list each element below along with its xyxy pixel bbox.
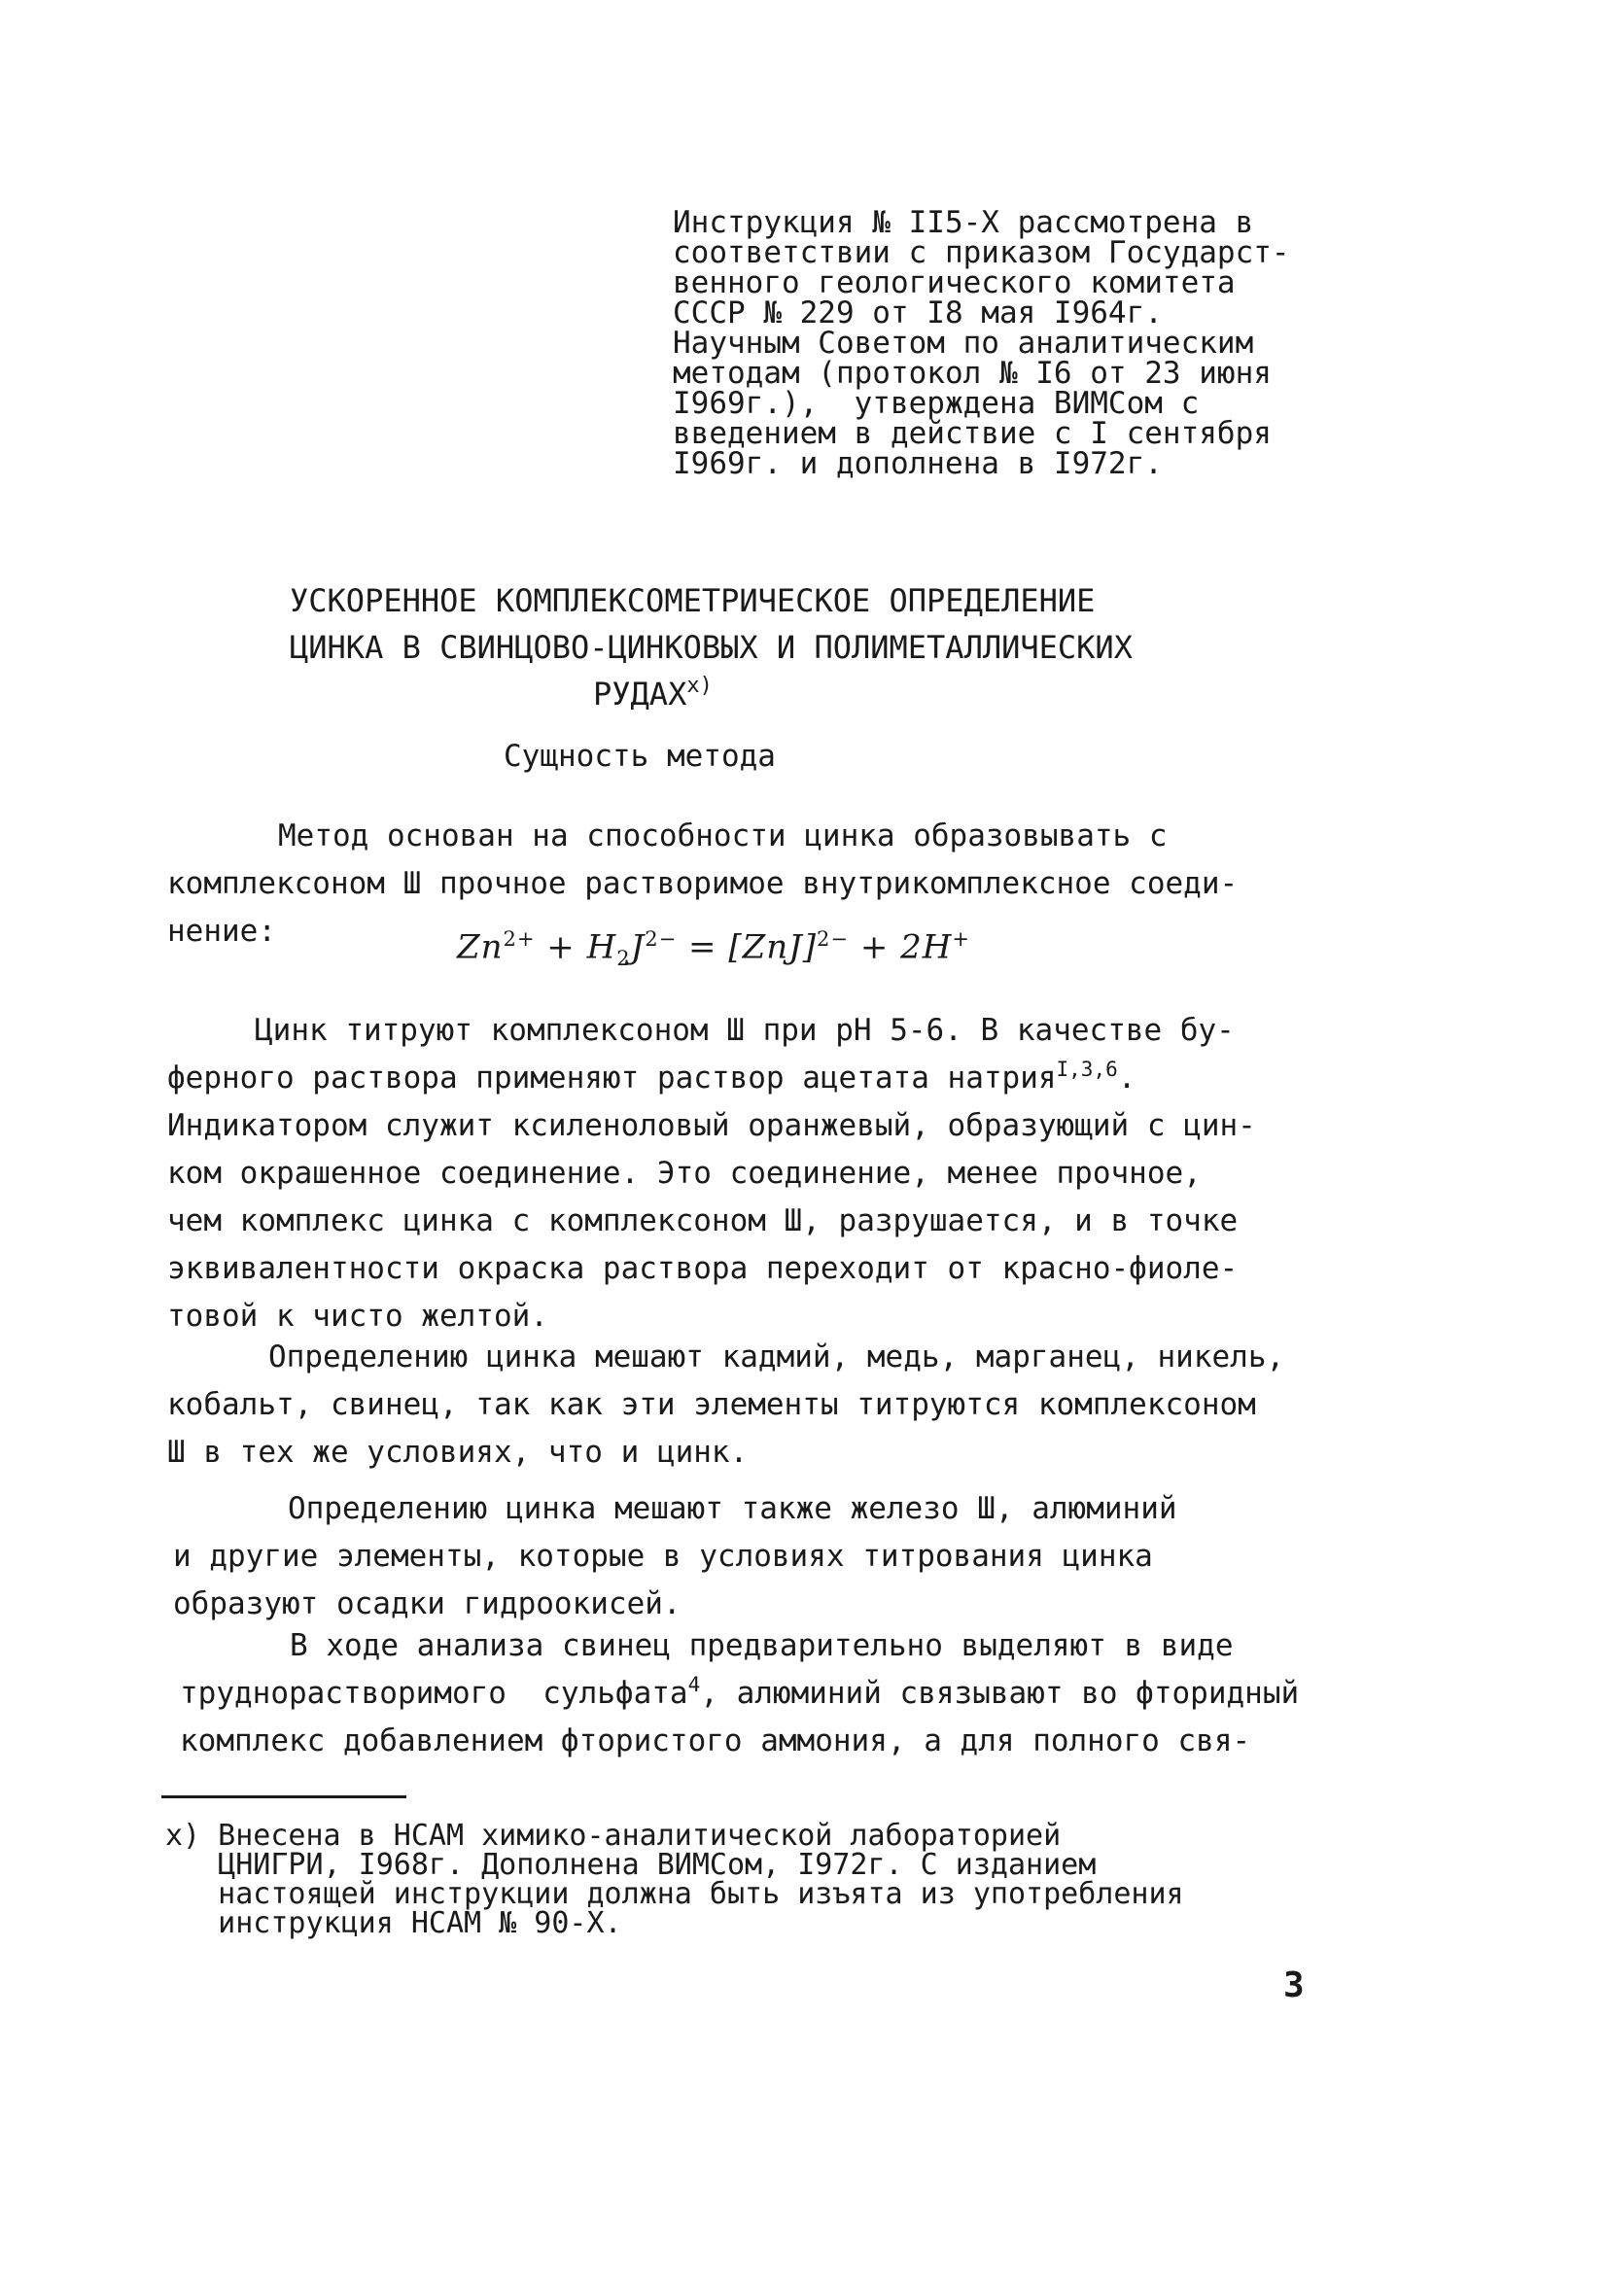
paragraph-line: Определению цинка мешают кадмий, медь, марганец, никель, <box>268 1339 1285 1374</box>
paragraph-line: и другие элементы, которые в условиях титрования цинка <box>173 1539 1153 1574</box>
approval-line: введением в действие с I сентября <box>673 416 1272 451</box>
paragraph-line: комплекс добавлением фтористого аммония, а для полного свя- <box>180 1723 1251 1758</box>
approval-line: Научным Советом по аналитическим <box>673 326 1254 361</box>
paragraph-line: В ходе анализа свинец предварительно выделяют в виде <box>290 1628 1234 1663</box>
footnote <box>165 1819 1184 1940</box>
paragraph-line: Определению цинка мешают также железо Ш, алюминий <box>288 1491 1177 1526</box>
formula-charge: + <box>952 927 971 951</box>
title-text: РУДАХ <box>593 676 687 713</box>
footnote-line: настоящей инструкции должна быть изъята из употребления <box>165 1877 1184 1911</box>
paragraph-line: эквивалентности окраска раствора переходит от красно-фиоле- <box>167 1251 1239 1286</box>
document-title-line-3 <box>593 675 713 713</box>
footnote-line: инструкция НСАМ № 90-Х. <box>165 1906 622 1940</box>
section-heading: Сущность метода <box>504 739 776 774</box>
document-title-line-1: УСКОРЕННОЕ КОМПЛЕКСОМЕТРИЧЕСКОЕ ОПРЕДЕЛЕНИЕ <box>290 582 1096 619</box>
paragraph-line: комплексоном Ш прочное растворимое внутрикомплексное соеди- <box>167 866 1239 901</box>
footnote-line: ЦНИГРИ, I968г. Дополнена ВИМСом, I972г. С изданием <box>165 1848 1097 1882</box>
text: ферного раствора применяют раствор ацетата натрия <box>167 1061 1057 1096</box>
paragraph-line: Метод основан на способности цинка образовывать с <box>278 818 1168 853</box>
paragraph-line: Ш в тех же условиях, что и цинк. <box>167 1435 749 1470</box>
footnote-marker: х) <box>686 674 713 698</box>
paragraph-line: товой к чисто желтой. <box>167 1299 548 1334</box>
formula-part: + H <box>535 927 617 967</box>
chemical-equation <box>457 927 970 970</box>
text: труднорастворимого сульфата <box>180 1676 688 1711</box>
page-number: 3 <box>1283 1966 1305 2005</box>
approval-note <box>673 205 1290 481</box>
footnote-divider <box>161 1795 406 1798</box>
paragraph-line <box>167 1055 1136 1105</box>
text: . <box>1117 1061 1136 1096</box>
paragraph-line <box>180 1670 1299 1721</box>
formula-part: + 2H <box>849 927 953 967</box>
text: , алюминий связывают во фторидный <box>700 1676 1300 1711</box>
formula-subscript: 2 <box>616 947 631 971</box>
approval-line: венного геологического комитета <box>673 265 1236 300</box>
approval-line: соответствии с приказом Государст- <box>673 235 1290 270</box>
paragraph-line: Цинк титруют комплексоном Ш при рН 5-6. В качестве бу- <box>255 1013 1235 1048</box>
approval-line: I969г. и дополнена в I972г. <box>673 446 1163 481</box>
footnote-line: х) Внесена в НСАМ химико-аналитической лабораторией <box>165 1819 1062 1853</box>
approval-line: методам (протокол № I6 от 23 июня <box>673 356 1272 391</box>
formula-part: Zn <box>457 927 504 967</box>
approval-line: Инструкция № II5-Х рассмотрена в <box>673 205 1254 240</box>
approval-line: I969г.), утверждена ВИМСом с <box>673 386 1200 421</box>
formula-charge: 2− <box>645 927 678 951</box>
paragraph-line: ком окрашенное соединение. Это соединение, менее прочное, <box>167 1156 1202 1191</box>
paragraph-line: нение: <box>167 914 276 949</box>
paragraph-line: кобальт, свинец, так как эти элементы титруются комплексоном <box>167 1387 1256 1422</box>
paragraph-line: образуют осадки гидроокисей. <box>173 1586 682 1621</box>
formula-charge: 2+ <box>503 927 536 951</box>
reference-superscript: 4 <box>687 1673 701 1696</box>
formula-part: J <box>630 927 646 967</box>
paragraph-line: чем комплекс цинка с комплексоном Ш, разрушается, и в точке <box>167 1203 1239 1238</box>
formula-charge: 2− <box>817 927 850 951</box>
formula-part: = [ZnJ] <box>677 927 818 967</box>
document-title-line-2: ЦИНКА В СВИНЦОВО-ЦИНКОВЫХ И ПОЛИМЕТАЛЛИЧЕСКИХ <box>290 629 1133 666</box>
reference-superscript: I,3,6 <box>1056 1058 1118 1081</box>
paragraph-line: Индикатором служит ксиленоловый оранжевый, образующий с цин- <box>167 1108 1256 1143</box>
approval-line: СССР № 229 от I8 мая I964г. <box>673 296 1163 330</box>
